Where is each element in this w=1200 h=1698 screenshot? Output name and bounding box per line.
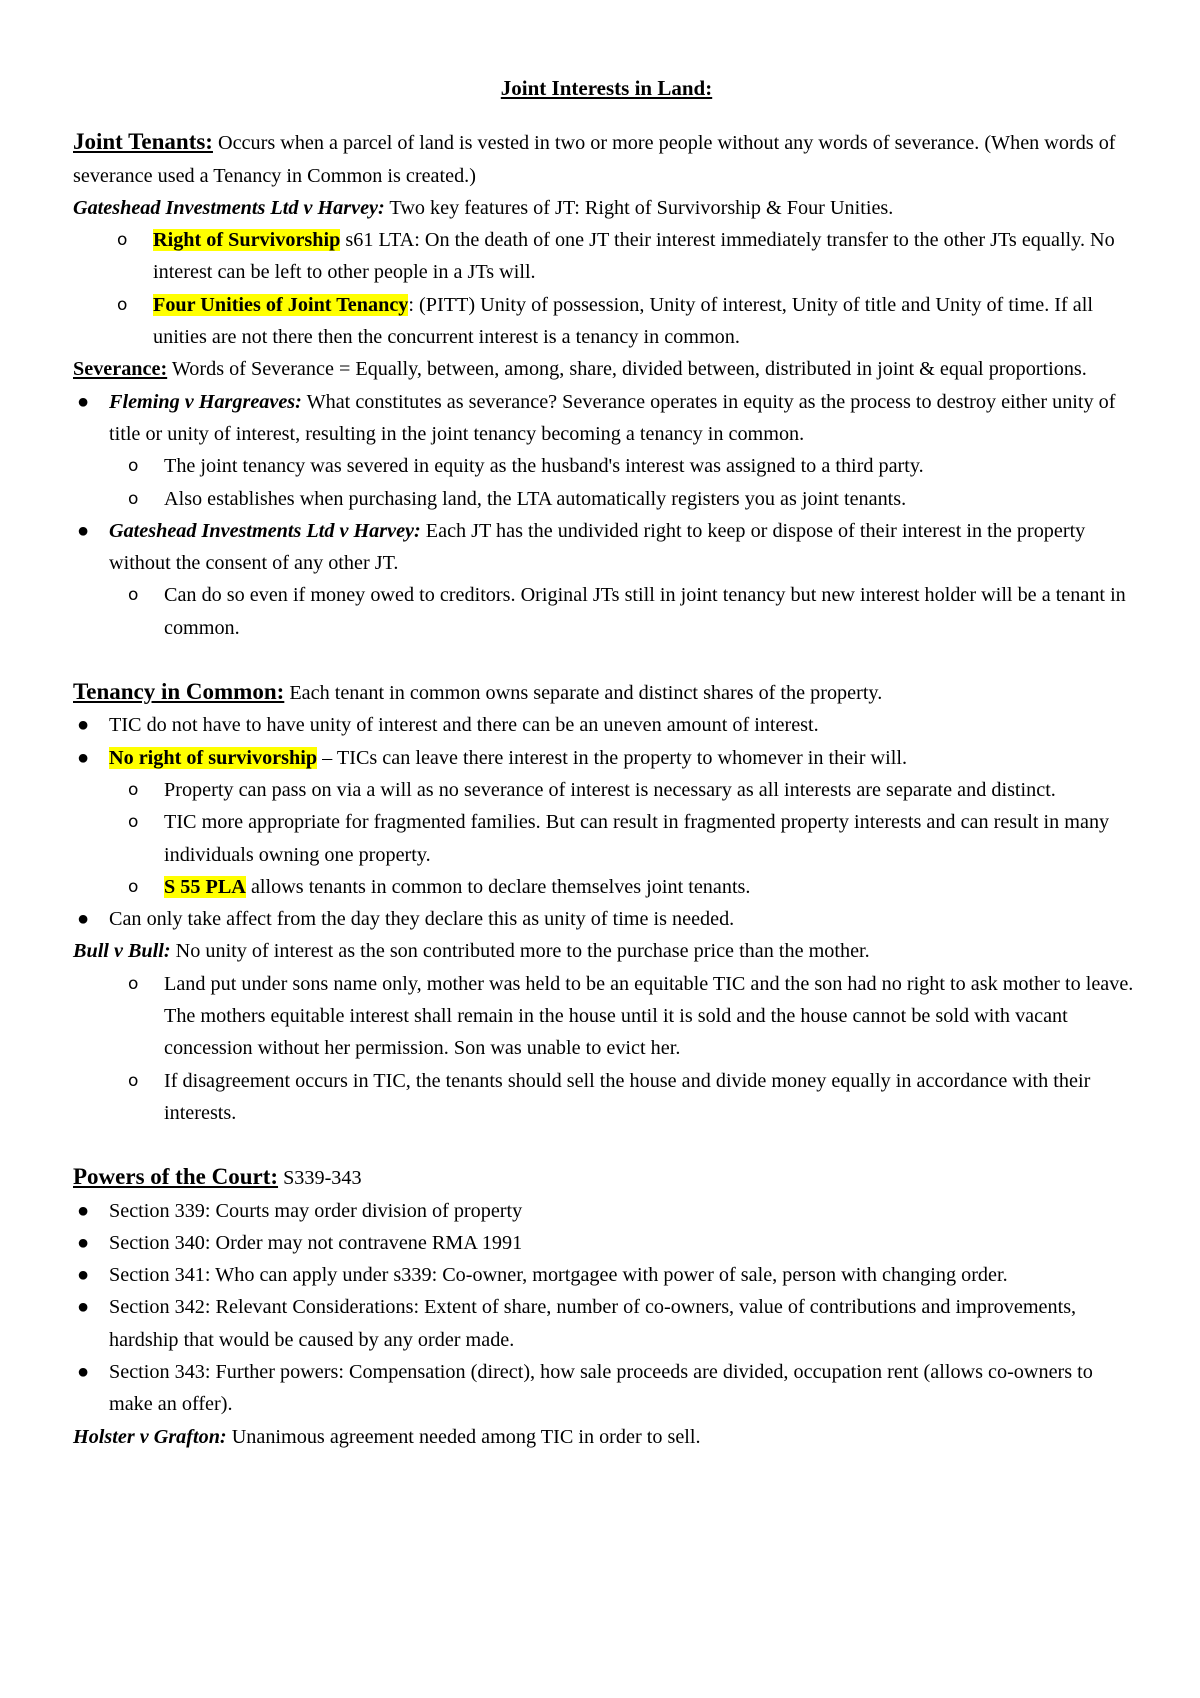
case-name: Fleming v Hargreaves:: [109, 390, 302, 413]
list-item-text: Land put under sons name only, mother was held to be an equitable TIC and the son had no right to ask mother to leave. The mothers equitable interest shall remain in the house until it is sold and the house cannot be sold with vacant concession without her permission. Son was unable to evict her.: [164, 972, 1134, 1060]
circle-bullet-icon: o: [128, 456, 139, 477]
joint-tenants-intro: Occurs when a parcel of land is vested in two or more people without any words of severance. (When words of severance used a Tenancy in Common is created.): [73, 132, 1116, 187]
list-item-text: Section 343: Further powers: Compensation (direct), how sale proceeds are divided, occupation rent (allows co-owners to make an offer).: [109, 1360, 1093, 1416]
tenancy-in-common-paragraph: [73, 676, 1140, 709]
powers-heading: Powers of the Court:: [73, 1164, 279, 1190]
list-item-text: Section 342: Relevant Considerations: Extent of share, number of co-owners, value of contributions and improvements, hardship that would be caused by any order made.: [109, 1296, 1077, 1351]
list-item: [73, 1065, 1140, 1130]
case-name: Gateshead Investments Ltd v Harvey:: [73, 196, 385, 219]
list-item: [73, 903, 1140, 935]
circle-bullet-icon: o: [128, 779, 139, 800]
bullet-icon: ●: [77, 390, 90, 413]
list-item: [73, 1259, 1140, 1291]
joint-tenants-heading: Joint Tenants:: [73, 129, 213, 155]
highlighted-term: S 55 PLA: [164, 875, 246, 898]
list-item: [73, 579, 1140, 644]
list-item-text: What constitutes as severance? Severance operates in equity as the process to destroy either unity of title or unity of interest, resulting in the joint tenancy becoming a tenancy in common.: [109, 390, 1116, 445]
case-name: Bull v Bull:: [73, 940, 171, 963]
bullet-icon: ●: [77, 519, 90, 542]
list-item-text: The joint tenancy was severed in equity as the husband's interest was assigned to a third party.: [164, 455, 924, 478]
bullet-icon: ●: [77, 908, 90, 931]
list-item: [73, 289, 1140, 354]
list-item-text: allows tenants in common to declare themselves joint tenants.: [245, 875, 751, 898]
list-item: [73, 515, 1140, 580]
bullet-icon: ●: [77, 1360, 90, 1383]
circle-bullet-icon: o: [128, 585, 139, 606]
severance-paragraph: [73, 353, 1140, 385]
case-name: Gateshead Investments Ltd v Harvey:: [109, 519, 421, 542]
list-item-text: Can do so even if money owed to creditors. Original JTs still in joint tenancy but new interest holder will be a tenant in common.: [164, 584, 1126, 639]
bullet-icon: ●: [77, 1231, 90, 1254]
list-item: [73, 774, 1140, 806]
list-item: [73, 1356, 1140, 1421]
list-item-text: Can only take affect from the day they declare this as unity of time is needed.: [109, 908, 735, 931]
bullet-icon: ●: [77, 1264, 90, 1287]
list-item-text: – TICs can leave there interest in the property to whomever in their will.: [317, 746, 907, 769]
joint-tenants-paragraph: [73, 126, 1140, 192]
severance-label: Severance:: [73, 358, 168, 381]
list-item: [73, 709, 1140, 741]
document-title: Joint Interests in Land:: [500, 76, 713, 100]
bullet-icon: ●: [77, 1296, 90, 1319]
circle-bullet-icon: o: [128, 488, 139, 509]
spacer: [73, 644, 1140, 676]
case-text: No unity of interest as the son contributed more to the purchase price than the mother.: [170, 940, 870, 963]
circle-bullet-icon: o: [117, 230, 128, 251]
list-item: [73, 968, 1140, 1065]
list-item: [73, 806, 1140, 871]
bullet-icon: ●: [77, 1199, 90, 1222]
list-item-text: s61 LTA: On the death of one JT their interest immediately transfer to the other JTs equally. No interest can be left to other people in a JTs will.: [153, 229, 1115, 284]
bull-case-line: [73, 935, 1140, 967]
circle-bullet-icon: o: [117, 294, 128, 315]
list-item-text: If disagreement occurs in TIC, the tenants should sell the house and divide money equally in accordance with their interests.: [164, 1069, 1091, 1124]
circle-bullet-icon: o: [128, 973, 139, 994]
list-item-text: TIC do not have to have unity of interest and there can be an uneven amount of interest.: [109, 714, 819, 737]
tenancy-in-common-intro: Each tenant in common owns separate and distinct shares of the property.: [284, 682, 883, 705]
list-item-text: Section 340: Order may not contravene RMA 1991: [109, 1231, 523, 1254]
list-item-text: Section 339: Courts may order division of property: [109, 1199, 523, 1222]
highlighted-term: Four Unities of Joint Tenancy: [153, 293, 409, 316]
list-item-text: Also establishes when purchasing land, the LTA automatically registers you as joint tenants.: [164, 487, 907, 510]
list-item: [73, 1195, 1140, 1227]
list-item: [73, 450, 1140, 482]
bullet-icon: ●: [77, 746, 90, 769]
list-item: [73, 1291, 1140, 1356]
highlighted-term: Right of Survivorship: [153, 229, 341, 252]
case-text: Unanimous agreement needed among TIC in order to sell.: [226, 1425, 701, 1448]
powers-paragraph: [73, 1161, 1140, 1194]
list-item: [73, 1227, 1140, 1259]
spacer: [73, 1129, 1140, 1161]
gateshead-case-line: [73, 192, 1140, 224]
tenancy-in-common-heading: Tenancy in Common:: [73, 679, 285, 705]
list-item: [73, 224, 1140, 289]
list-item-text: TIC more appropriate for fragmented families. But can result in fragmented property interests and can result in many individuals owning one property.: [164, 811, 1110, 866]
list-item-text: Each JT has the undivided right to keep or dispose of their interest in the property without the consent of any other JT.: [109, 519, 1086, 575]
circle-bullet-icon: o: [128, 812, 139, 833]
severance-text: Words of Severance = Equally, between, among, share, divided between, distributed in joint & equal proportions.: [167, 358, 1087, 381]
circle-bullet-icon: o: [128, 1070, 139, 1091]
list-item-text: : (PITT) Unity of possession, Unity of interest, Unity of title and Unity of time. If all unities are not there then the concurrent interest is a tenancy in common.: [153, 293, 1093, 349]
list-item: [73, 483, 1140, 515]
list-item-text: Property can pass on via a will as no severance of interest is necessary as all interests are separate and distinct.: [164, 778, 1056, 801]
case-text: Two key features of JT: Right of Survivorship & Four Unities.: [384, 196, 894, 219]
list-item: [73, 386, 1140, 451]
list-item-text: Section 341: Who can apply under s339: Co-owner, mortgagee with power of sale, person with changing order.: [109, 1264, 1008, 1287]
list-item: [73, 871, 1140, 903]
list-item: [73, 742, 1140, 774]
case-name: Holster v Grafton:: [73, 1425, 227, 1448]
holster-case-line: [73, 1421, 1140, 1453]
powers-intro: S339-343: [278, 1167, 362, 1190]
highlighted-term: No right of survivorship: [109, 746, 318, 769]
circle-bullet-icon: o: [128, 876, 139, 897]
bullet-icon: ●: [77, 714, 90, 737]
